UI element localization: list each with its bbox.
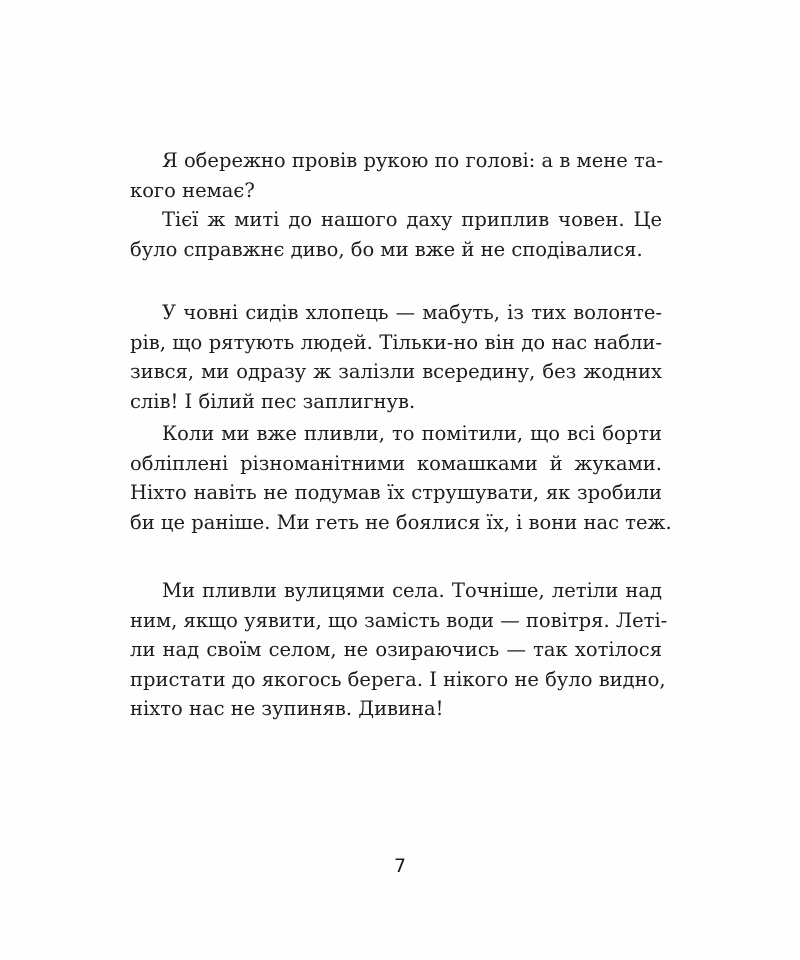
paragraph-line: ли над своїм селом, не озираючись — так хотілося bbox=[130, 638, 662, 661]
paragraph-line: би це раніше. Ми геть не боялися їх, і вони нас теж. bbox=[130, 510, 672, 534]
paragraph-line: слів! І білий пес заплигнув. bbox=[130, 389, 416, 413]
paragraph-line: ніхто нас не зупиняв. Дивина! bbox=[130, 697, 444, 720]
paragraph-line: зився, ми одразу ж залізли всередину, без жодних bbox=[130, 360, 662, 383]
page-number: 7 bbox=[393, 855, 407, 877]
paragraph-line: рів, що рятують людей. Тільки-но він до нас набли- bbox=[130, 330, 662, 354]
paragraph-line: Коли ми вже пливли, то помітили, що всі борти bbox=[162, 422, 662, 445]
text-section-3 bbox=[130, 419, 672, 537]
paragraph-line: було справжнє диво, бо ми вже й не сподівалися. bbox=[130, 237, 643, 261]
text-section-4 bbox=[130, 576, 668, 724]
paragraph-line: пристати до якогось берега. І нікого не було видно, bbox=[130, 667, 666, 691]
paragraph-line: Тієї ж миті до нашого даху приплив човен. Це bbox=[162, 208, 662, 231]
paragraph-line: кого немає? bbox=[130, 178, 255, 202]
paragraph-line: обліплені різноманітними комашками й жуками. bbox=[130, 451, 662, 475]
text-section-1 bbox=[130, 146, 662, 264]
paragraph-line: Я обережно провів рукою по голові: а в мене та- bbox=[162, 149, 663, 172]
text-section-2 bbox=[130, 298, 662, 416]
paragraph-line: У човні сидів хлопець — мабуть, із тих волонте- bbox=[162, 301, 662, 324]
paragraph-line: Ми пливли вулицями села. Точніше, летіли над bbox=[162, 579, 662, 602]
paragraph-line: Ніхто навіть не подумав їх струшувати, як зробили bbox=[130, 481, 662, 504]
paragraph-line: ним, якщо уявити, що замість води — повітря. Леті- bbox=[130, 608, 668, 632]
